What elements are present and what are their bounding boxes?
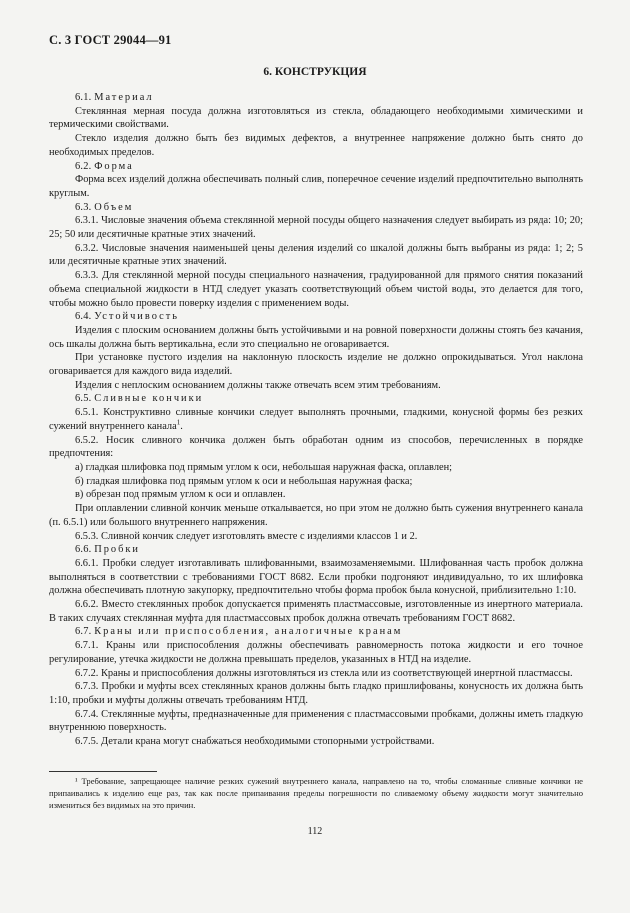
paragraph-text: Форма всех изделий должна обеспечивать полный слив, поперечное сечение изделий предпочтительно выполнять круглым. <box>49 174 583 199</box>
subsection-heading <box>49 392 583 406</box>
subsection-number: 6.2. <box>75 160 92 172</box>
subsection-heading <box>49 160 583 174</box>
paragraph-text: а) гладкая шлифовка под прямым углом к оси, небольшая наружная фаска, оплавлен; <box>75 461 453 473</box>
paragraph <box>49 132 583 159</box>
paragraph-text: 6.5.1. Конструктивно сливные кончики следует выполнять прочными, гладкими, конусной формы без резких сужений внутреннего канала <box>49 407 583 432</box>
subsection-name: Форма <box>94 160 134 172</box>
paragraph-text: в) обрезан под прямым углом к оси и оплавлен. <box>75 489 286 501</box>
paragraph <box>49 667 583 681</box>
page-header: С. 3 ГОСТ 29044—91 <box>49 33 172 47</box>
paragraph <box>49 214 583 241</box>
paragraph-text: При оплавлении сливной кончик меньше откалывается, но при этом не должно быть сужения внутреннего канала (п. 6.5.1) или большого внутреннего напряжения. <box>49 503 583 528</box>
subsection-name: Краны или приспособления, аналогичные кранам <box>94 626 403 638</box>
footnote-separator <box>49 771 157 772</box>
paragraph <box>49 269 583 310</box>
paragraph-text: 6.6.2. Вместо стеклянных пробок допускается применять пластмассовые, изготовленные из инертного материала. В таких случаях стеклянная муфта для пластмассовых пробок должна отвечать требованиям ГОСТ 8682. <box>49 599 583 624</box>
paragraph-text: 6.7.1. Краны или приспособления должны обеспечивать равномерность потока жидкости и его точное регулирование, утечка жидкости не должна превышать пределов, указанных в НТД на изделие. <box>49 640 583 665</box>
paragraph <box>49 406 583 433</box>
paragraph <box>49 680 583 707</box>
subsection-heading <box>49 543 583 557</box>
paragraph <box>49 735 583 749</box>
paragraph <box>49 557 583 598</box>
paragraph-text: 6.5.2. Носик сливного кончика должен быть обработан одним из способов, перечисленных в порядке предпочтения: <box>49 434 583 460</box>
subsection-number: 6.5. <box>75 393 92 405</box>
subsection-name: Сливные кончики <box>94 393 204 405</box>
paragraph <box>49 105 583 132</box>
paragraph-text: 6.3.3. Для стеклянной мерной посуды специального назначения, градуированной для прямого снятия показаний объема специальной жидкости в НТД следует указать соответствующий объем чистой воды, это делается для того, чтобы можно было провести поверку изделия с применением воды. <box>49 270 583 309</box>
paragraph-text: При установке пустого изделия на наклонную плоскость изделие не должно опрокидываться. Угол наклона оговаривается для каждого вида изделий. <box>49 352 583 378</box>
paragraph <box>49 351 583 378</box>
page-number: 112 <box>307 826 323 837</box>
paragraph <box>49 502 583 529</box>
paragraph-text: Стеклянная мерная посуда должна изготовляться из стекла, обладающего необходимыми химическими и термическими свойствами. <box>49 105 583 131</box>
paragraph-text: Стекло изделия должно быть без видимых дефектов, а внутреннее напряжение должно быть снято до необходимых пределов. <box>49 133 583 158</box>
paragraph <box>49 242 583 269</box>
subsection-heading <box>49 625 583 639</box>
subsection-number: 6.7. <box>75 626 92 638</box>
footnote: ¹ Требование, запрещающее наличие резких сужений внутреннего канала, направлено на то, чтобы сломанные сливные кончики не припаивались к изделию еще раз, так как после припаивания пределы погрешности по сливаемому объему жидкости могут значительно измениться без видимых на это причин. <box>49 776 583 810</box>
paragraph <box>49 639 583 666</box>
subsection-heading <box>49 91 583 105</box>
paragraph <box>49 488 583 502</box>
paragraph <box>49 461 583 475</box>
paragraph <box>49 708 583 735</box>
subsection-name: Объем <box>94 201 134 213</box>
subsection-number: 6.4. <box>75 311 92 323</box>
paragraph-text: Изделия с плоским основанием должны быть устойчивыми и на ровной поверхности должны стоять без качания, ось шкалы должна быть вертикальна, если это специально не оговаривается. <box>49 324 583 350</box>
subsection-name: Материал <box>94 92 154 103</box>
paragraph-text: 6.3.2. Числовые значения наименьшей цены деления изделий со шкалой должны быть выбраны из ряда: 1; 2; 5 или десятичные кратные этих значений. <box>49 242 583 268</box>
subsection-name: Пробки <box>94 544 140 556</box>
subsection-name: Устойчивость <box>94 311 180 323</box>
subsection-heading <box>49 201 583 215</box>
subsection-number: 6.3. <box>75 201 92 213</box>
paragraph <box>49 475 583 489</box>
section-title: 6. КОНСТРУКЦИЯ <box>263 66 367 78</box>
footnote-ref: 1 <box>176 418 181 427</box>
paragraph-text: 6.5.3. Сливной кончик следует изготовлять вместе с изделиями классов 1 и 2. <box>75 530 418 542</box>
paragraph <box>49 598 583 625</box>
subsection-number: 6.6. <box>75 544 92 556</box>
paragraph <box>49 324 583 351</box>
paragraph <box>49 173 583 200</box>
paragraph <box>49 530 583 544</box>
paragraph <box>49 434 583 461</box>
paragraph <box>49 379 583 393</box>
paragraph-text: 6.7.3. Пробки и муфты всех стеклянных кранов должны быть гладко пришлифованы, конусность их должна быть 1:10, пробки и муфты должны отвечать требованиям НТД. <box>49 681 583 706</box>
subsection-heading <box>49 310 583 324</box>
paragraph-text: Изделия с неплоским основанием должны также отвечать всем этим требованиям. <box>75 379 441 391</box>
paragraph-tail: . <box>180 420 183 432</box>
paragraph-text: 6.3.1. Числовые значения объема стеклянной мерной посуды общего назначения следует выбирать из ряда: 10; 20; 25; 50 или десятичные кратные этих значений. <box>49 215 583 241</box>
paragraph-text: б) гладкая шлифовка под прямым углом к оси и небольшая наружная фаска; <box>75 475 413 487</box>
paragraph-text: 6.7.4. Стеклянные муфты, предназначенные для применения с пластмассовыми пробками, должны иметь гладкую внутреннюю поверхность. <box>49 708 583 734</box>
paragraph-text: 6.6.1. Пробки следует изготавливать шлифованными, взаимозаменяемыми. Шлифованная часть пробок должна выполняться в соответствии с требованиями ГОСТ 8682. Если пробки подгоняют индивидуально, то их шлифовка должна обеспечивать плотную закупорку, предпочтительно чтобы форма пробок была конусной, приблизительно 1:10. <box>49 557 583 597</box>
document-body <box>49 91 583 749</box>
subsection-number: 6.1. <box>75 92 92 103</box>
paragraph-text: 6.7.2. Краны и приспособления должны изготовляться из стекла или из соответствующей инертной пластмассы. <box>75 667 573 679</box>
paragraph-text: 6.7.5. Детали крана могут снабжаться необходимыми стопорными устройствами. <box>75 736 435 748</box>
